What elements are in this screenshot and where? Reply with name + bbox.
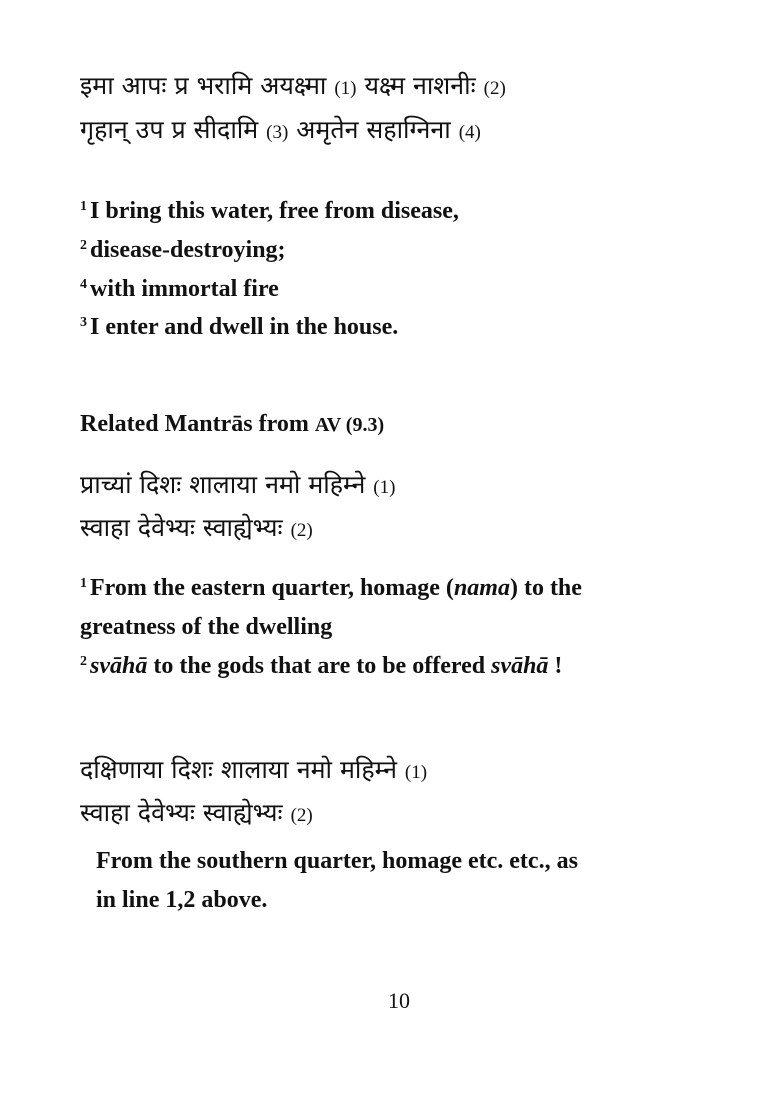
verse-number: (4) [458,122,481,143]
translation-text: I bring this water, free from disease, [90,198,459,224]
verse-number: (2) [290,520,313,541]
verse-number: (2) [290,805,313,826]
translation-line [80,314,398,341]
translation-line [80,276,279,303]
translation-line [80,198,459,225]
footnote-marker: 3 [80,315,87,330]
translation-text: ) to the [509,575,582,601]
verse-text: स्वाहा देवेभ्यः स्वाह्येभ्यः [80,513,283,542]
translation-line [80,237,286,264]
sanskrit-line [80,68,506,102]
heading-text: Related Mantrās from [80,411,309,437]
verse-text: इमा आपः प्र भरामि अयक्ष्मा [80,71,327,100]
section-heading [80,411,384,438]
translation-line: in line 1,2 above. [96,887,268,913]
translation-text: I enter and dwell in the house. [90,314,399,340]
sanskrit-line [80,752,427,786]
verse-text: गृहान् उप प्र सीदामि [80,115,259,144]
italic-term: nama [453,575,510,601]
translation-line [80,614,332,641]
footnote-marker: 1 [80,576,87,591]
verse-number: (1) [334,78,357,99]
footnote-marker: 2 [80,654,87,669]
verse-text: अमृतेन सहाग्निना [296,115,451,144]
sanskrit-line [80,467,395,501]
sanskrit-line [80,510,313,544]
verse-number: (2) [483,78,506,99]
footnote-marker: 4 [80,277,87,292]
translation-text: From the eastern quarter, homage ( [90,575,454,601]
verse-number: (1) [404,762,428,783]
translation-line [80,575,582,602]
translation-text: to the gods that are to be offered [147,653,492,679]
verse-text: दक्षिणाया दिशः शालाया नमो महिम्ने [80,755,397,784]
translation-line: From the southern quarter, homage etc. etc., as [96,848,578,874]
translation-text: greatness of the dwelling [80,614,333,640]
verse-text: प्राच्यां दिशः शालाया नमो महिम्ने [80,470,366,499]
page-number: 10 [388,988,410,1013]
footnote-marker: 1 [80,199,87,214]
heading-reference: AV (9.3) [314,414,385,436]
verse-text: यक्ष्म नाशनीः [364,71,476,100]
translation-text: disease-destroying; [90,237,286,263]
italic-term: svāhā [491,653,549,679]
sanskrit-line [80,795,313,829]
translation-text: ! [548,653,563,679]
sanskrit-line [80,112,481,146]
verse-number: (1) [373,477,396,498]
verse-text: स्वाहा देवेभ्यः स्वाह्येभ्यः [80,798,283,827]
italic-term: svāhā [90,653,148,679]
footnote-marker: 2 [80,238,87,253]
translation-line [80,653,562,680]
translation-text: with immortal fire [90,276,279,302]
verse-number: (3) [266,122,289,143]
